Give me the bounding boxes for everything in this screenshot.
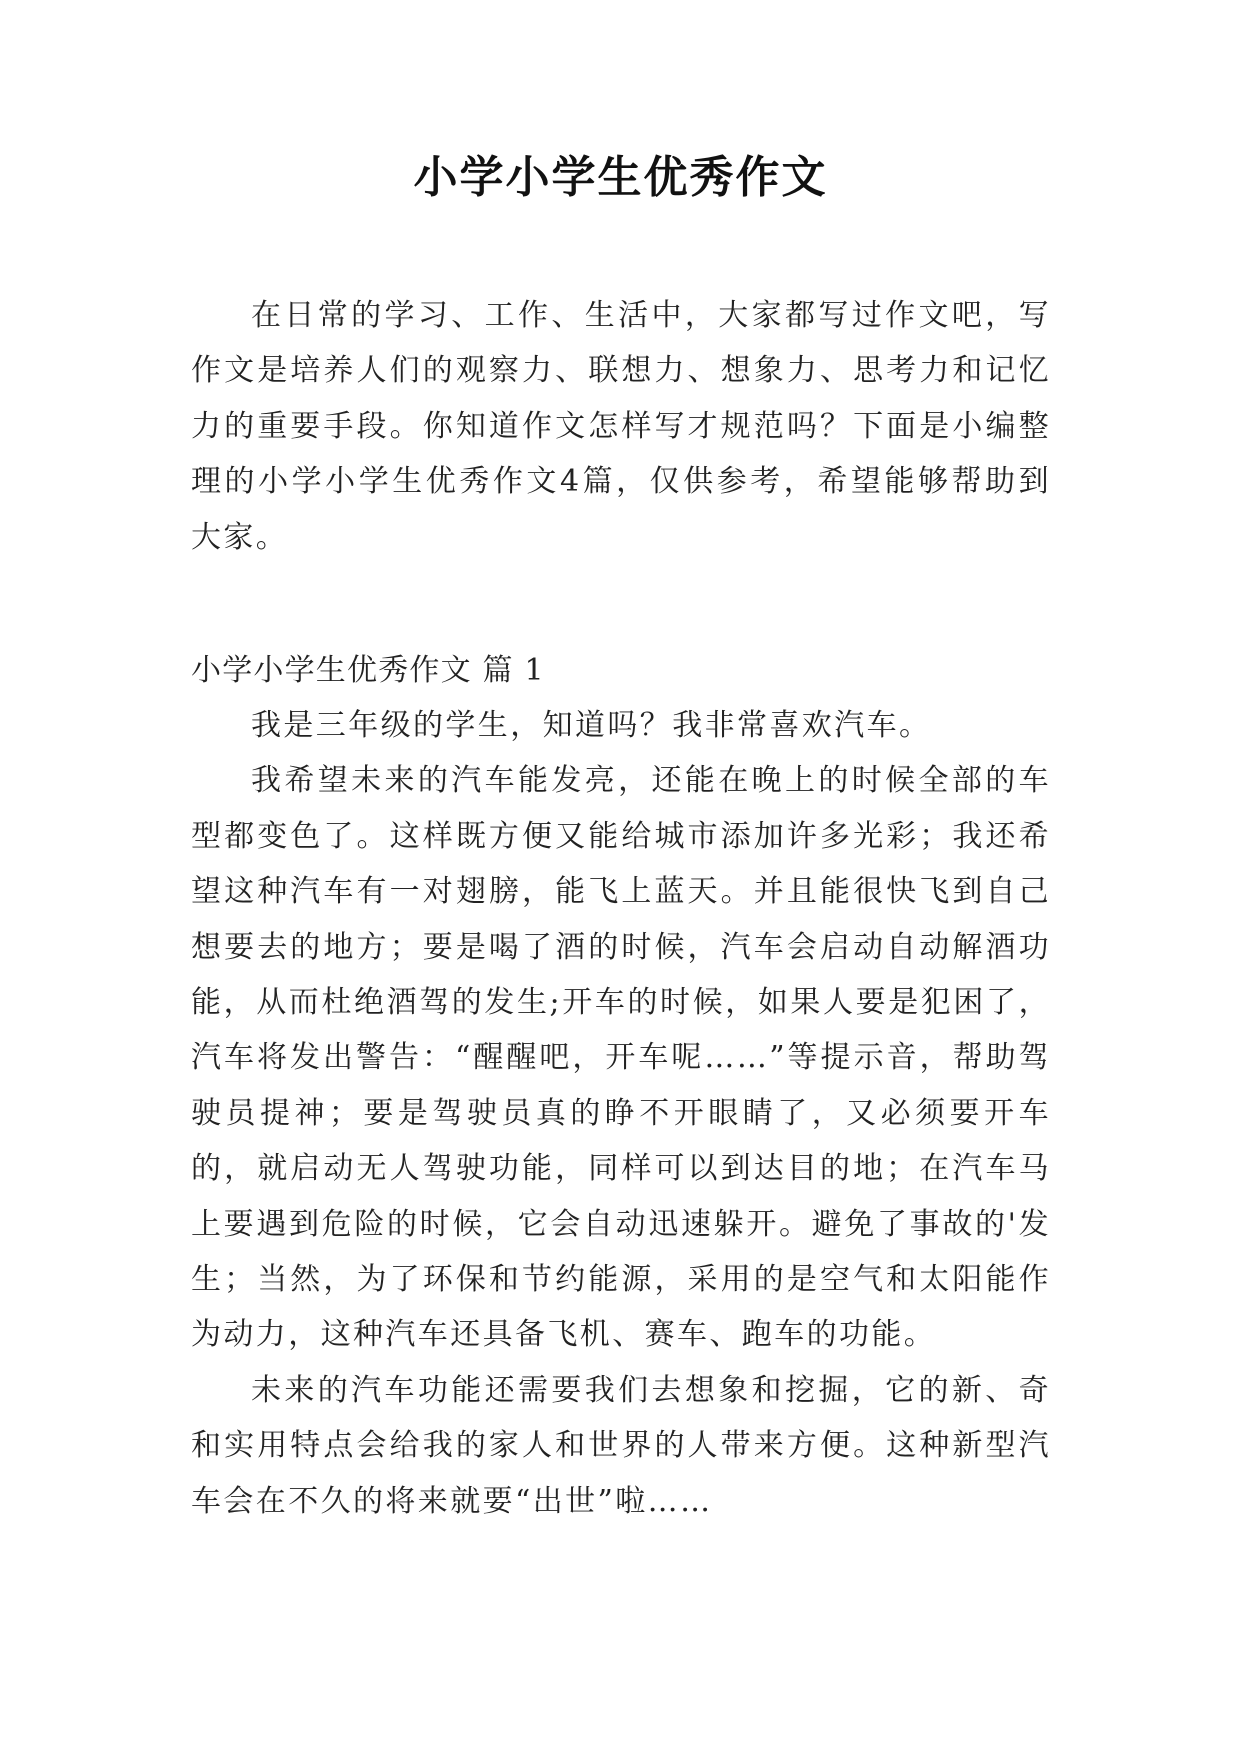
essay-paragraph-3: 未来的汽车功能还需要我们去想象和挖掘，它的新、奇和实用特点会给我的家人和世界的人带来方便。这种新型汽车会在不久的将来就要“出世”啦…… xyxy=(191,1372,1051,1519)
section-heading: 小学小学生优秀作文 篇 1 xyxy=(191,653,545,688)
essay-paragraph-1: 我是三年级的学生，知道吗？我非常喜欢汽车。 xyxy=(251,708,932,743)
intro-paragraph: 在日常的学习、工作、生活中，大家都写过作文吧，写作文是培养人们的观察力、联想力、想象力、思考力和记忆力的重要手段。你知道作文怎样写才规范吗？下面是小编整理的小学小学生优秀作文4篇，仅供参考，希望能够帮助到大家。 xyxy=(191,298,1051,555)
essay-paragraph-2: 我希望未来的汽车能发亮，还能在晚上的时候全部的车型都变色了。这样既方便又能给城市添加许多光彩；我还希望这种汽车有一对翅膀，能飞上蓝天。并且能很快飞到自己想要去的地方；要是喝了酒的时候，汽车会启动自动解酒功能，从而杜绝酒驾的发生;开车的时候，如果人要是犯困了，汽车将发出警告：“醒醒吧，开车呢……”等提示音，帮助驾驶员提神；要是驾驶员真的睁不开眼睛了，又必须要开车的，就启动无人驾驶功能，同样可以到达目的地；在汽车马上要遇到危险的时候，它会自动迅速躲开。避免了事故的'发生；当然，为了环保和节约能源，采用的是空气和太阳能作为动力，这种汽车还具备飞机、赛车、跑车的功能。 xyxy=(191,763,1051,1353)
essay-body xyxy=(191,698,1051,1529)
document-title: 小学小学生优秀作文 xyxy=(413,152,828,203)
intro-block xyxy=(191,288,1051,565)
